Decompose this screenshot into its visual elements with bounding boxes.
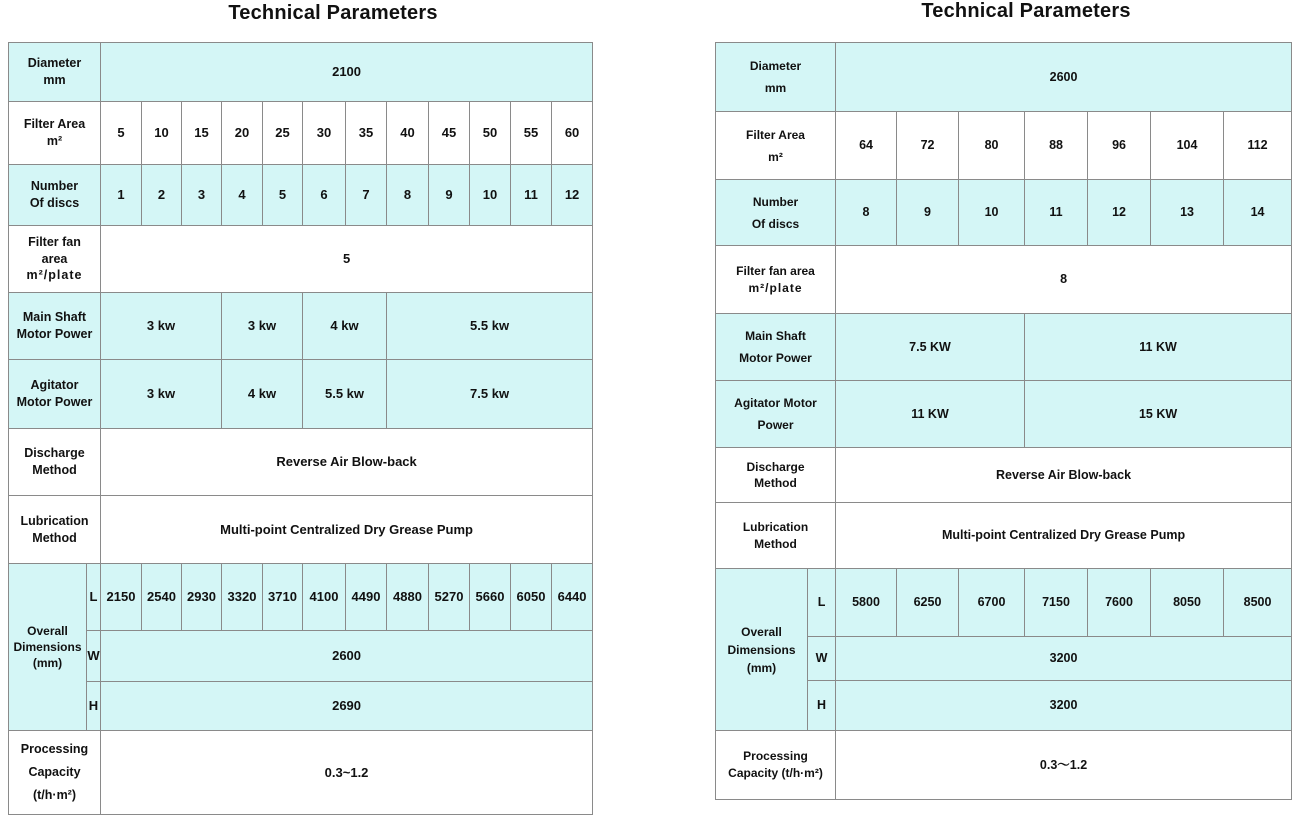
filter-area-cell: 60 [552, 102, 593, 165]
row-discharge [9, 429, 593, 496]
row-dim-length [9, 564, 593, 631]
label-line: (t/h·m²) [32, 788, 77, 802]
agitator-cell: 4 kw [222, 360, 303, 429]
label-line: mm [764, 81, 787, 95]
label-capacity [716, 731, 836, 800]
discs-cell: 12 [1088, 180, 1151, 246]
dim-h-label: H [87, 682, 101, 731]
label-diameter [9, 43, 101, 102]
agitator-cell: 7.5 kw [387, 360, 593, 429]
label-line: Of discs [29, 196, 80, 210]
row-agitator [716, 381, 1292, 448]
row-discs [9, 165, 593, 226]
label-line: Lubrication [742, 520, 809, 535]
value-diameter: 2100 [101, 43, 593, 102]
filter-area-cell: 50 [470, 102, 511, 165]
row-fan-area [716, 246, 1292, 314]
dim-w-label: W [87, 631, 101, 682]
discs-cell: 13 [1151, 180, 1224, 246]
row-diameter [716, 43, 1292, 112]
main-shaft-cell: 11 KW [1025, 314, 1292, 381]
label-line: Filter Area [746, 127, 805, 142]
dim-l-cell: 6050 [511, 564, 552, 631]
label-line: Diameter [27, 56, 82, 71]
filter-area-cell: 104 [1151, 112, 1224, 180]
row-dim-length [716, 569, 1292, 637]
filter-area-cell: 30 [303, 102, 346, 165]
agitator-cell: 11 KW [836, 381, 1025, 448]
label-fan-area [9, 226, 101, 293]
value-discharge: Reverse Air Blow-back [836, 448, 1292, 503]
dim-h-value: 2690 [101, 682, 593, 731]
dim-w-value: 3200 [836, 637, 1292, 681]
label-lubrication [716, 503, 836, 569]
filter-area-cell: 45 [429, 102, 470, 165]
value-diameter: 2600 [836, 43, 1292, 112]
filter-area-cell: 15 [182, 102, 222, 165]
label-line: m²/plate [748, 280, 803, 295]
dim-l-cell: 8500 [1224, 569, 1292, 637]
row-capacity [716, 731, 1292, 800]
row-capacity [9, 731, 593, 815]
discs-cell: 9 [429, 165, 470, 226]
filter-area-cell: 64 [836, 112, 897, 180]
discs-cell: 9 [897, 180, 959, 246]
row-main-shaft [9, 293, 593, 360]
row-discs [716, 180, 1292, 246]
discs-cell: 6 [303, 165, 346, 226]
label-dimensions [716, 569, 808, 731]
label-discs [9, 165, 101, 226]
discs-cell: 10 [959, 180, 1025, 246]
label-agitator [9, 360, 101, 429]
label-line: m² [46, 134, 63, 148]
dim-l-cell: 4490 [346, 564, 387, 631]
label-line: Motor Power [16, 395, 93, 409]
filter-area-cell: 40 [387, 102, 429, 165]
dim-l-cell: 4880 [387, 564, 429, 631]
row-filter-area [9, 102, 593, 165]
label-line: Number [752, 194, 799, 209]
agitator-cell: 5.5 kw [303, 360, 387, 429]
dim-h-value: 3200 [836, 681, 1292, 731]
label-line: Main Shaft [745, 329, 806, 343]
row-diameter [9, 43, 593, 102]
main-shaft-cell: 3 kw [222, 293, 303, 360]
filter-area-cell: 112 [1224, 112, 1292, 180]
discs-cell: 8 [836, 180, 897, 246]
dim-l-cell: 2540 [142, 564, 182, 631]
value-capacity: 0.3～1.2 [836, 731, 1292, 800]
label-line: Method [754, 536, 797, 551]
label-line: (mm) [32, 656, 63, 671]
label-line: Filter fan [28, 234, 81, 249]
label-discs [716, 180, 836, 246]
label-line: Method [32, 530, 77, 545]
dim-l-label: L [87, 564, 101, 631]
discs-cell: 7 [346, 165, 387, 226]
dim-l-cell: 6440 [552, 564, 593, 631]
row-dim-width [9, 631, 593, 682]
row-main-shaft [716, 314, 1292, 381]
dim-l-cell: 7600 [1088, 569, 1151, 637]
discs-cell: 3 [182, 165, 222, 226]
label-filter-area [9, 102, 101, 165]
label-line: Overall [741, 624, 782, 639]
filter-area-cell: 72 [897, 112, 959, 180]
filter-area-cell: 10 [142, 102, 182, 165]
filter-area-cell: 96 [1088, 112, 1151, 180]
filter-area-cell: 88 [1025, 112, 1088, 180]
label-line: Processing [743, 749, 808, 763]
row-agitator [9, 360, 593, 429]
agitator-cell: 15 KW [1025, 381, 1292, 448]
label-line: Of discs [751, 216, 800, 231]
value-capacity: 0.3~1.2 [101, 731, 593, 815]
agitator-cell: 3 kw [101, 360, 222, 429]
dim-w-value: 2600 [101, 631, 593, 682]
discs-cell: 2 [142, 165, 182, 226]
filter-area-cell: 80 [959, 112, 1025, 180]
label-agitator [716, 381, 836, 448]
label-line: Overall [27, 623, 68, 638]
label-line: Lubrication [20, 513, 89, 528]
main-shaft-cell: 7.5 KW [836, 314, 1025, 381]
label-line: Motor Power [739, 351, 812, 365]
filter-area-cell: 25 [263, 102, 303, 165]
dim-l-cell: 3320 [222, 564, 263, 631]
label-line: Filter fan area [736, 264, 815, 279]
label-filter-area [716, 112, 836, 180]
value-discharge: Reverse Air Blow-back [101, 429, 593, 496]
label-line: Processing [20, 742, 89, 756]
label-line: mm [43, 73, 66, 87]
row-lubrication [716, 503, 1292, 569]
value-fan-area: 8 [836, 246, 1292, 314]
dim-l-cell: 5800 [836, 569, 897, 637]
label-line: Power [757, 418, 794, 432]
value-lubrication: Multi-point Centralized Dry Grease Pump [101, 496, 593, 564]
dim-h-label: H [808, 681, 836, 731]
dim-l-cell: 8050 [1151, 569, 1224, 637]
row-discharge [716, 448, 1292, 503]
label-discharge [716, 448, 836, 503]
discs-cell: 5 [263, 165, 303, 226]
label-line: Motor Power [16, 327, 93, 341]
discs-cell: 4 [222, 165, 263, 226]
main-shaft-cell: 4 kw [303, 293, 387, 360]
dim-l-cell: 3710 [263, 564, 303, 631]
row-filter-area [716, 112, 1292, 180]
main-shaft-cell: 5.5 kw [387, 293, 593, 360]
main-shaft-cell: 3 kw [101, 293, 222, 360]
row-fan-area [9, 226, 593, 293]
label-line: Method [754, 476, 797, 490]
label-line: Capacity (t/h·m²) [728, 766, 823, 780]
label-line: Method [32, 463, 77, 477]
label-line: area [41, 251, 68, 266]
label-line: Capacity [28, 765, 81, 779]
dim-l-cell: 5270 [429, 564, 470, 631]
left-table-title: Technical Parameters [228, 2, 438, 24]
label-line: Agitator [30, 378, 79, 393]
label-line: m² [768, 149, 783, 164]
dim-l-cell: 2150 [101, 564, 142, 631]
discs-cell: 11 [511, 165, 552, 226]
dim-l-cell: 6250 [897, 569, 959, 637]
label-capacity [9, 731, 101, 815]
right-table-title: Technical Parameters [921, 0, 1131, 22]
dim-w-label: W [808, 637, 836, 681]
dim-l-cell: 4100 [303, 564, 346, 631]
filter-area-cell: 55 [511, 102, 552, 165]
label-line: Dimensions [13, 639, 82, 654]
label-dimensions [9, 564, 87, 731]
discs-cell: 14 [1224, 180, 1292, 246]
discs-cell: 1 [101, 165, 142, 226]
label-main-shaft [9, 293, 101, 360]
filter-area-cell: 20 [222, 102, 263, 165]
label-lubrication [9, 496, 101, 564]
label-line: Discharge [24, 446, 85, 461]
filter-area-cell: 5 [101, 102, 142, 165]
right-spec-table [715, 42, 1292, 800]
left-spec-table [8, 42, 593, 815]
label-line: Diameter [749, 59, 802, 73]
discs-cell: 8 [387, 165, 429, 226]
dim-l-label: L [808, 569, 836, 637]
dim-l-cell: 6700 [959, 569, 1025, 637]
discs-cell: 12 [552, 165, 593, 226]
filter-area-cell: 35 [346, 102, 387, 165]
discs-cell: 11 [1025, 180, 1088, 246]
label-diameter [716, 43, 836, 112]
label-line: Main Shaft [22, 310, 87, 325]
label-line: Discharge [746, 459, 805, 474]
dim-l-cell: 7150 [1025, 569, 1088, 637]
label-line: Filter Area [23, 117, 86, 132]
row-lubrication [9, 496, 593, 564]
dim-l-cell: 5660 [470, 564, 511, 631]
label-line: Number [30, 179, 79, 194]
value-fan-area: 5 [101, 226, 593, 293]
value-lubrication: Multi-point Centralized Dry Grease Pump [836, 503, 1292, 569]
label-line: Agitator Motor [734, 396, 817, 410]
dim-l-cell: 2930 [182, 564, 222, 631]
label-discharge [9, 429, 101, 496]
label-line: (mm) [746, 660, 777, 675]
label-fan-area [716, 246, 836, 314]
row-dim-height [9, 682, 593, 731]
label-main-shaft [716, 314, 836, 381]
label-line: Dimensions [727, 642, 796, 657]
label-line: m²/plate [26, 268, 83, 283]
discs-cell: 10 [470, 165, 511, 226]
